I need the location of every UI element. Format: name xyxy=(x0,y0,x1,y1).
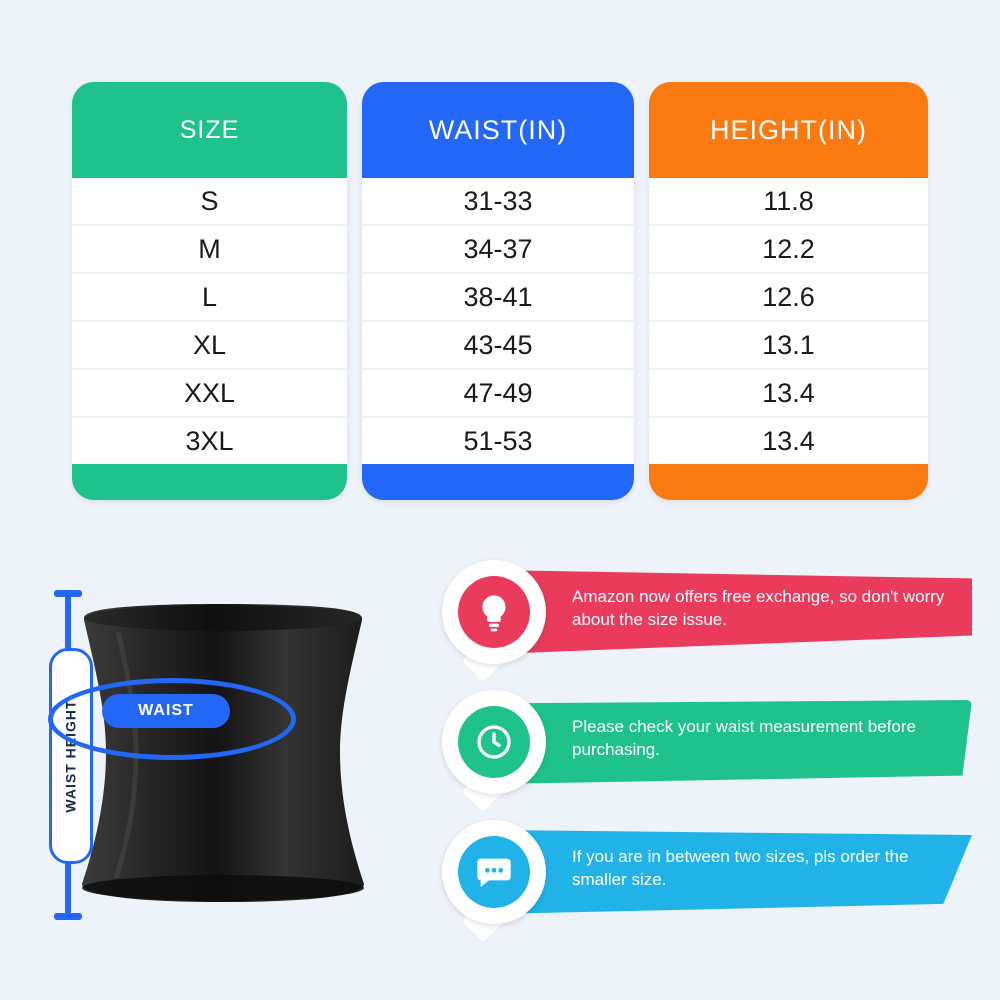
table-cell: 51-53 xyxy=(362,418,634,464)
size-chart-table xyxy=(72,82,928,500)
size-chart-column-height xyxy=(649,82,928,500)
table-cell: 11.8 xyxy=(649,178,928,226)
table-cell: 38-41 xyxy=(362,274,634,322)
table-cell: M xyxy=(72,226,347,274)
note-text: Please check your waist measurement before purchasing. xyxy=(572,717,916,759)
table-cell: 13.4 xyxy=(649,370,928,418)
column-footer-size xyxy=(72,464,347,500)
note-icon-circle xyxy=(458,706,530,778)
note-icon-circle xyxy=(458,576,530,648)
notes-list xyxy=(432,556,972,946)
column-header-size: SIZE xyxy=(179,115,240,144)
column-header-height: HEIGHT(IN) xyxy=(710,114,867,145)
table-cell: L xyxy=(72,274,347,322)
table-cell: 34-37 xyxy=(362,226,634,274)
clock-icon xyxy=(474,722,514,762)
waist-height-label-text: WAIST HEIGHT xyxy=(63,699,79,813)
note-text: Amazon now offers free exchange, so don't worry about the size issue. xyxy=(572,587,945,629)
table-cell: XXL xyxy=(72,370,347,418)
note-icon-circle xyxy=(458,836,530,908)
chat-bubble-icon xyxy=(474,852,514,892)
table-cell: 47-49 xyxy=(362,370,634,418)
table-cell: 43-45 xyxy=(362,322,634,370)
size-chart-column-size xyxy=(72,82,347,500)
column-footer-height xyxy=(649,464,928,500)
note-text: If you are in between two sizes, pls order the smaller size. xyxy=(572,847,909,889)
column-header-waist: WAIST(IN) xyxy=(428,114,568,145)
product-illustration xyxy=(20,560,420,980)
table-cell: 13.4 xyxy=(649,418,928,464)
note-badge xyxy=(442,560,546,664)
note-badge xyxy=(442,690,546,794)
table-cell: S xyxy=(72,178,347,226)
note-item xyxy=(432,556,972,674)
note-item xyxy=(432,816,972,934)
waist-label: WAIST xyxy=(102,694,230,728)
table-cell: 31-33 xyxy=(362,178,634,226)
table-cell: XL xyxy=(72,322,347,370)
table-cell: 12.6 xyxy=(649,274,928,322)
lightbulb-icon xyxy=(474,592,514,632)
note-item xyxy=(432,686,972,804)
note-badge xyxy=(442,820,546,924)
table-cell: 13.1 xyxy=(649,322,928,370)
table-cell: 3XL xyxy=(72,418,347,464)
size-chart-column-waist xyxy=(362,82,634,500)
table-cell: 12.2 xyxy=(649,226,928,274)
column-footer-waist xyxy=(362,464,634,500)
